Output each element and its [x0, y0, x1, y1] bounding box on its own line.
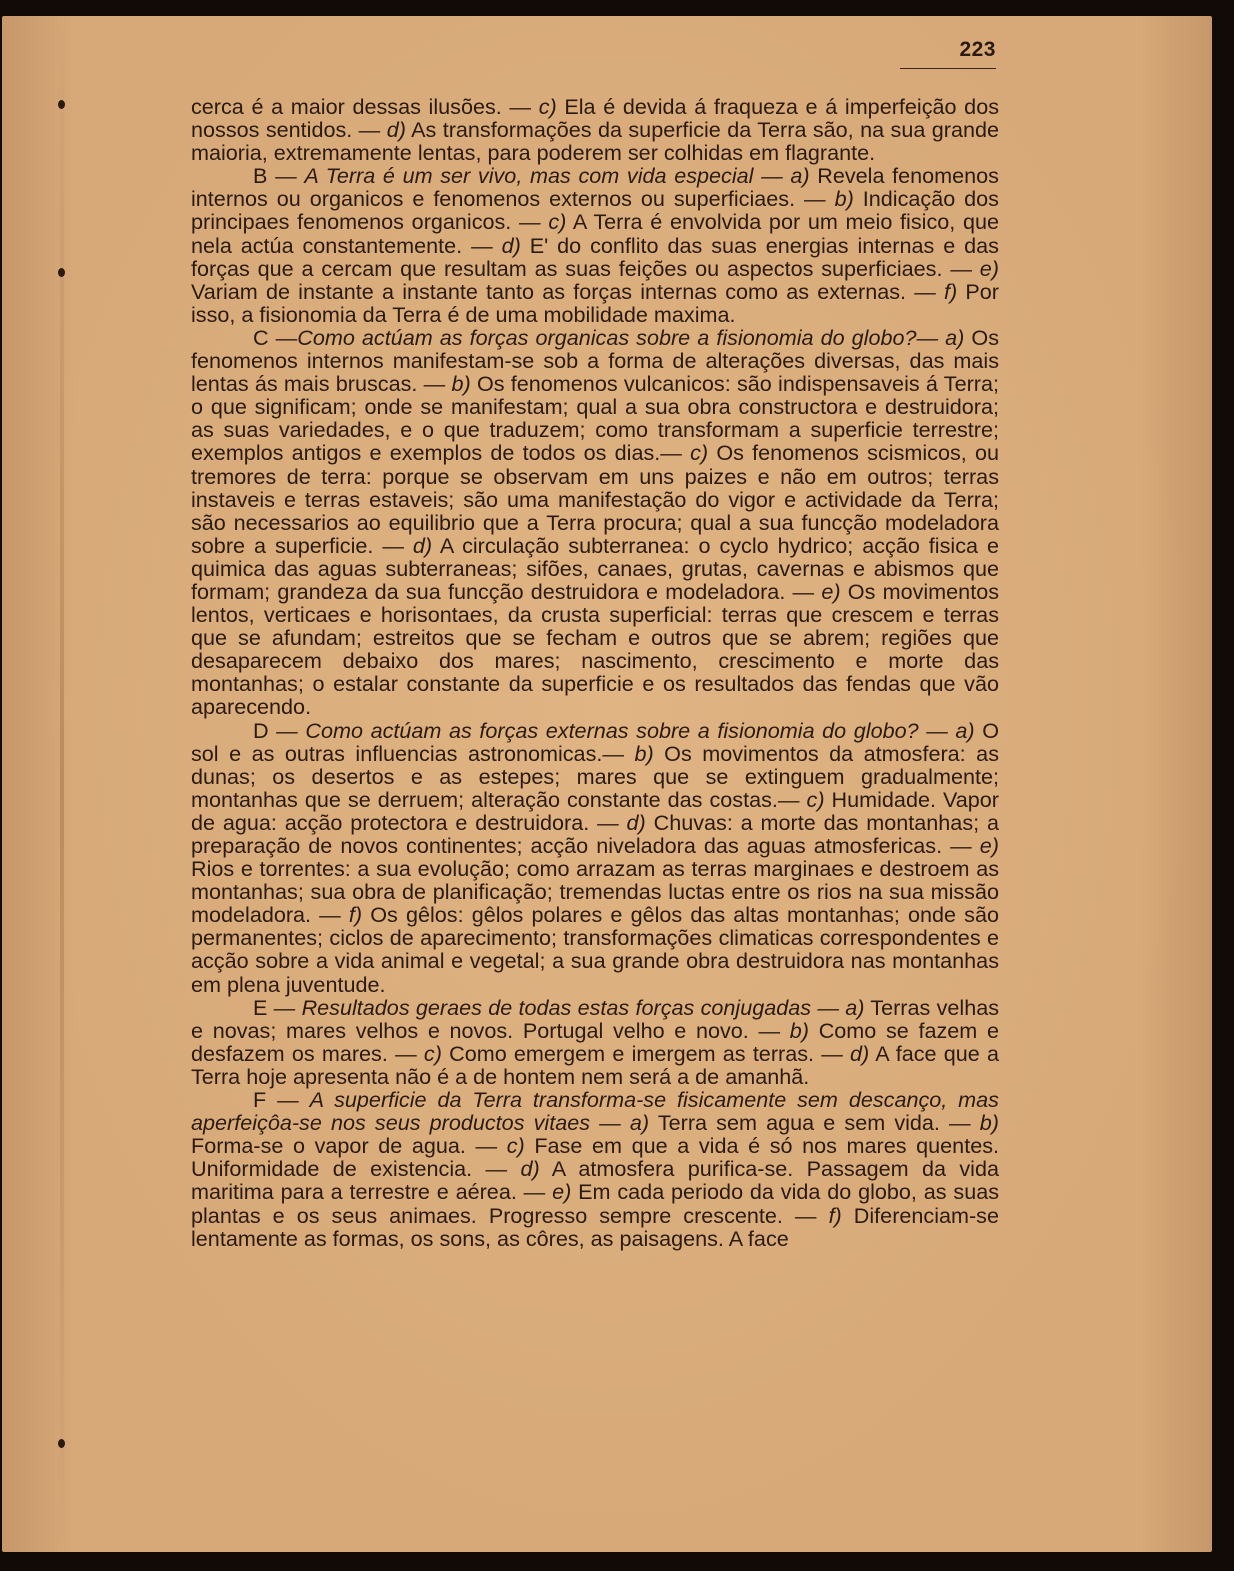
text-run: Revela fenomenos internos ou organicos e fenomenos externos ou superficiaes. —	[191, 163, 999, 212]
italic-text: Resultados geraes de todas estas forças conjugadas — a)	[301, 994, 865, 1020]
text-run: Terra sem agua e sem vida. —	[649, 1110, 980, 1136]
text-run: A circulação subterranea: o cyclo hydrico; acção fisica e quimica das aguas subterraneas; sifões, canaes, grutas, cavernas e abismos que formam; grandeza da sua funcção destruidora e modeladora. —	[191, 532, 999, 604]
text-run: C —	[253, 324, 298, 350]
text-run: Rios e torrentes: a sua evolução; como arrazam as terras marginaes e destroem as montanhas; sua obra de planificação; tremendas luctas entre os rios na sua missão modeladora. —	[191, 856, 999, 928]
paragraph	[191, 719, 999, 996]
paragraph	[191, 95, 999, 164]
binding-hole	[58, 1439, 65, 1448]
text-run: Os fenomenos internos manifestam-se sob a forma de alterações diversas, das mais lentas ás mais bruscas. —	[191, 324, 1000, 397]
italic-text: Como actúam as forças organicas sobre a fisionomia do globo?— a)	[297, 324, 965, 350]
italic-text: f)	[944, 278, 958, 304]
italic-text: d)	[626, 809, 646, 835]
text-run: cerca é a maior dessas ilusões. —	[191, 94, 539, 119]
text-run: Por isso, a fisionomia da Terra é de uma mobilidade maxima.	[191, 278, 999, 327]
italic-text: b)	[834, 186, 854, 212]
text-run: Terras velhas e novas; mares velhos e novos. Portugal velho e novo. —	[191, 994, 1000, 1043]
italic-text: A Terra é um ser vivo, mas com vida especial — a)	[304, 163, 810, 189]
italic-text: d)	[520, 1156, 540, 1182]
paragraph	[191, 164, 999, 326]
italic-text: c)	[423, 1040, 442, 1066]
text-run: Chuvas: a morte das montanhas; a preparação de novos continentes; acção niveladora das aguas atmosfericas. —	[191, 809, 999, 858]
italic-text: c)	[806, 786, 825, 812]
text-run: Humidade. Vapor de agua: acção protectora e destruidora. —	[191, 786, 999, 835]
italic-text: c)	[538, 94, 557, 119]
page-number: 223	[959, 38, 996, 61]
italic-text: d)	[412, 532, 433, 558]
italic-text: e)	[979, 255, 999, 281]
paragraph	[191, 996, 999, 1088]
text-run: B —	[253, 163, 305, 189]
text-run: Os movimentos lentos, verticaes e horisontaes, da crusta superficial: terras que crescem e terras que se afundam; estreitos que se fecham e outros que se abrem; regiões que desaparecem debaixo dos mares; nascimento, crescimento e morte das montanhas; o estalar constante da superficie e os resultados das fendas que vão aparecendo.	[191, 578, 999, 720]
italic-text: e)	[821, 578, 841, 604]
text-run: O sol e as outras influencias astronomicas.—	[191, 717, 999, 766]
text-run: Indicação dos principaes fenomenos organicos. —	[191, 186, 999, 235]
italic-text: f)	[348, 902, 363, 928]
italic-text: c)	[548, 209, 567, 235]
text-run: Diferenciam-se lentamente as formas, os sons, as côres, as paisagens. A face	[191, 1202, 999, 1251]
paragraph	[191, 326, 999, 719]
text-run: Como emergem e imergem as terras. —	[441, 1040, 851, 1066]
paragraph	[191, 1088, 999, 1250]
italic-text: c)	[506, 1133, 525, 1159]
italic-text: d)	[386, 117, 406, 143]
text-run: Forma-se o vapor de agua. —	[191, 1133, 507, 1159]
italic-text: d)	[501, 232, 521, 258]
text-run: E' do conflito das suas energias internas e das forças que a cercam que resultam as suas feições ou aspectos superficiaes. —	[191, 232, 999, 281]
italic-text: b)	[634, 740, 654, 766]
text-run: Ela é devida á fraqueza e á imperfeição dos nossos sentidos. —	[191, 94, 999, 143]
text-run: F —	[253, 1087, 310, 1113]
italic-text: e)	[979, 833, 999, 858]
binding-edge	[60, 16, 64, 1552]
text-run: Os gêlos: gêlos polares e gêlos das altas montanhas; onde são permanentes; ciclos de aparecimento; transformações climaticas correspondentes e acção sobre a vida animal e vegetal; a sua grande obra destruidora nas montanhas em plena juventude.	[191, 902, 999, 997]
text-run: Os fenomenos scismicos, ou tremores de terra: porque se observam em uns paizes e não em outros; terras instaveis e terras estaveis; são uma manifestação do vigor e actividade da Terra; são necessarios ao equilibrio que a Terra procura; qual a sua funcção modeladora sobre a superficie. —	[191, 440, 1000, 558]
italic-text: A superficie da Terra transforma-se fisicamente sem descanço, mas aperfeiçôa-se nos seus productos vitaes — a)	[191, 1087, 999, 1136]
text-run: A Terra é envolvida por um meio fisico, que nela actúa constantemente. —	[191, 209, 999, 258]
binding-hole	[58, 268, 65, 277]
italic-text: e)	[552, 1179, 572, 1205]
text-run: E —	[253, 994, 302, 1020]
italic-text: b)	[789, 1017, 809, 1043]
book-page	[2, 16, 1212, 1552]
italic-text: f)	[828, 1202, 842, 1228]
text-run: Fase em que a vida é só nos mares quentes. Uniformidade de existencia. —	[191, 1133, 999, 1182]
italic-text: c)	[690, 440, 709, 466]
header-rule	[900, 68, 996, 69]
text-run: A atmosfera purifica-se. Passagem da vida maritima para a terrestre e aérea. —	[191, 1156, 999, 1205]
italic-text: d)	[850, 1040, 870, 1066]
text-run: Variam de instante a instante tanto as forças internas como as externas. —	[191, 278, 944, 304]
italic-text: b)	[979, 1110, 999, 1136]
text-run: Em cada periodo da vida do globo, as suas plantas e os seus animaes. Progresso sempre crescente. —	[191, 1179, 1000, 1228]
text-run: Os movimentos da atmosfera: as dunas; os desertos e as estepes; mares que se extinguem gradualmente; montanhas que se derruem; alteração constante das costas.—	[191, 740, 999, 812]
binding-hole	[58, 100, 65, 109]
text-run: Como se fazem e desfazem os mares. —	[191, 1017, 999, 1066]
text-run: As transformações da superficie da Terra são, na sua grande maioria, extremamente lentas, para poderem ser colhidas em flagrante.	[191, 117, 999, 166]
body-text	[191, 95, 999, 1250]
text-run: D —	[253, 717, 306, 743]
text-run: A face que a Terra hoje apresenta não é a de hontem nem será a de amanhã.	[191, 1040, 999, 1089]
italic-text: b)	[451, 371, 471, 397]
italic-text: Como actúam as forças externas sobre a fisionomia do globo? — a)	[305, 717, 975, 743]
text-run: Os fenomenos vulcanicos: são indispensaveis á Terra; o que significam; onde se manifestam; qual a sua obra constructora e destruidora; as suas variedades, e o que traduzem; como transformam a superficie terrestre; exemplos antigos e exemplos de todos os dias.—	[191, 371, 999, 466]
